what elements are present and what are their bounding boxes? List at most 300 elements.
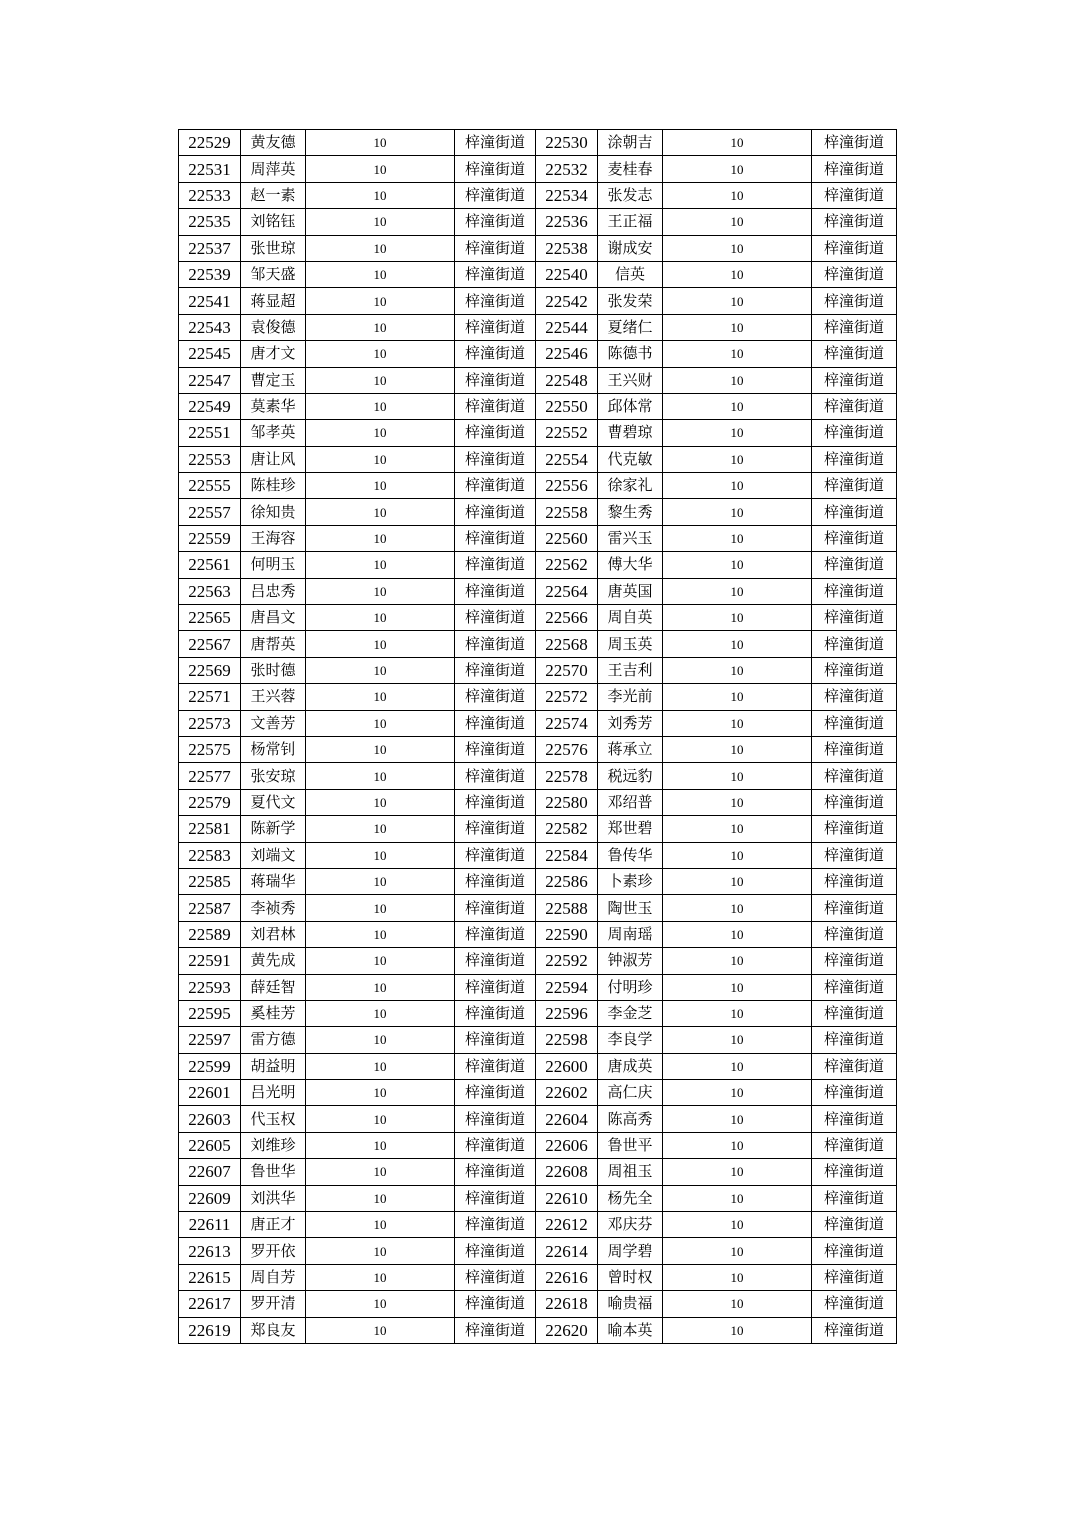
table-row <box>179 605 897 631</box>
amount-cell: 10 <box>306 314 455 340</box>
table-row <box>179 631 897 657</box>
location-cell: 梓潼街道 <box>812 341 897 367</box>
table-row <box>179 525 897 551</box>
name-cell: 高仁庆 <box>598 1080 663 1106</box>
location-cell: 梓潼街道 <box>812 1238 897 1264</box>
amount-cell: 10 <box>663 420 812 446</box>
table-row <box>179 1185 897 1211</box>
name-cell: 周自芳 <box>241 1264 306 1290</box>
table-row <box>179 842 897 868</box>
name-cell: 周自英 <box>598 605 663 631</box>
table-row <box>179 1264 897 1290</box>
amount-cell: 10 <box>306 288 455 314</box>
table-row <box>179 209 897 235</box>
record-id-cell: 22543 <box>179 314 241 340</box>
name-cell: 唐让风 <box>241 446 306 472</box>
name-cell: 奚桂芳 <box>241 1000 306 1026</box>
amount-cell: 10 <box>306 182 455 208</box>
record-id-cell: 22616 <box>536 1264 598 1290</box>
table-row <box>179 156 897 182</box>
name-cell: 邹孝英 <box>241 420 306 446</box>
name-cell: 鲁世平 <box>598 1132 663 1158</box>
amount-cell: 10 <box>663 816 812 842</box>
name-cell: 郑良友 <box>241 1317 306 1343</box>
record-id-cell: 22571 <box>179 684 241 710</box>
location-cell: 梓潼街道 <box>812 1000 897 1026</box>
location-cell: 梓潼街道 <box>455 288 536 314</box>
record-id-cell: 22618 <box>536 1291 598 1317</box>
table-row <box>179 657 897 683</box>
record-id-cell: 22573 <box>179 710 241 736</box>
amount-cell: 10 <box>306 1106 455 1132</box>
location-cell: 梓潼街道 <box>812 631 897 657</box>
name-cell: 刘秀芳 <box>598 710 663 736</box>
table-row <box>179 130 897 156</box>
table-row <box>179 341 897 367</box>
amount-cell: 10 <box>306 499 455 525</box>
name-cell: 陈德书 <box>598 341 663 367</box>
table-row <box>179 921 897 947</box>
location-cell: 梓潼街道 <box>455 1080 536 1106</box>
record-id-cell: 22615 <box>179 1264 241 1290</box>
amount-cell: 10 <box>306 736 455 762</box>
table-row <box>179 710 897 736</box>
amount-cell: 10 <box>663 130 812 156</box>
location-cell: 梓潼街道 <box>455 868 536 894</box>
name-cell: 陈桂珍 <box>241 473 306 499</box>
amount-cell: 10 <box>306 1159 455 1185</box>
location-cell: 梓潼街道 <box>812 1212 897 1238</box>
location-cell: 梓潼街道 <box>812 1132 897 1158</box>
name-cell: 喻贵福 <box>598 1291 663 1317</box>
record-id-cell: 22554 <box>536 446 598 472</box>
record-id-cell: 22553 <box>179 446 241 472</box>
name-cell: 黄友德 <box>241 130 306 156</box>
name-cell: 吕忠秀 <box>241 578 306 604</box>
amount-cell: 10 <box>663 763 812 789</box>
location-cell: 梓潼街道 <box>455 631 536 657</box>
location-cell: 梓潼街道 <box>455 974 536 1000</box>
name-cell: 张世琼 <box>241 235 306 261</box>
location-cell: 梓潼街道 <box>812 974 897 1000</box>
name-cell: 曹定玉 <box>241 367 306 393</box>
location-cell: 梓潼街道 <box>455 1106 536 1132</box>
location-cell: 梓潼街道 <box>455 235 536 261</box>
amount-cell: 10 <box>663 631 812 657</box>
table-row <box>179 816 897 842</box>
location-cell: 梓潼街道 <box>455 473 536 499</box>
amount-cell: 10 <box>663 1080 812 1106</box>
table-row <box>179 789 897 815</box>
amount-cell: 10 <box>663 974 812 1000</box>
record-id-cell: 22566 <box>536 605 598 631</box>
location-cell: 梓潼街道 <box>812 1053 897 1079</box>
name-cell: 杨常钊 <box>241 736 306 762</box>
location-cell: 梓潼街道 <box>812 842 897 868</box>
name-cell: 付明珍 <box>598 974 663 1000</box>
location-cell: 梓潼街道 <box>812 499 897 525</box>
table-row <box>179 420 897 446</box>
name-cell: 税远豹 <box>598 763 663 789</box>
amount-cell: 10 <box>306 657 455 683</box>
amount-cell: 10 <box>663 1053 812 1079</box>
table-row <box>179 1027 897 1053</box>
record-id-cell: 22565 <box>179 605 241 631</box>
location-cell: 梓潼街道 <box>812 182 897 208</box>
location-cell: 梓潼街道 <box>812 552 897 578</box>
record-id-cell: 22619 <box>179 1317 241 1343</box>
location-cell: 梓潼街道 <box>812 1264 897 1290</box>
record-id-cell: 22551 <box>179 420 241 446</box>
amount-cell: 10 <box>306 631 455 657</box>
table-row <box>179 763 897 789</box>
location-cell: 梓潼街道 <box>455 393 536 419</box>
name-cell: 王海容 <box>241 525 306 551</box>
name-cell: 麦桂春 <box>598 156 663 182</box>
amount-cell: 10 <box>663 657 812 683</box>
amount-cell: 10 <box>306 1317 455 1343</box>
record-id-cell: 22558 <box>536 499 598 525</box>
name-cell: 唐帮英 <box>241 631 306 657</box>
amount-cell: 10 <box>306 1291 455 1317</box>
name-cell: 唐英国 <box>598 578 663 604</box>
amount-cell: 10 <box>306 1000 455 1026</box>
name-cell: 李良学 <box>598 1027 663 1053</box>
amount-cell: 10 <box>306 605 455 631</box>
record-id-cell: 22569 <box>179 657 241 683</box>
amount-cell: 10 <box>306 261 455 287</box>
record-id-cell: 22541 <box>179 288 241 314</box>
amount-cell: 10 <box>663 367 812 393</box>
location-cell: 梓潼街道 <box>455 789 536 815</box>
record-id-cell: 22549 <box>179 393 241 419</box>
name-cell: 喻本英 <box>598 1317 663 1343</box>
record-id-cell: 22542 <box>536 288 598 314</box>
record-id-cell: 22595 <box>179 1000 241 1026</box>
record-id-cell: 22592 <box>536 948 598 974</box>
table-row <box>179 552 897 578</box>
record-id-cell: 22572 <box>536 684 598 710</box>
table-row <box>179 895 897 921</box>
record-id-cell: 22538 <box>536 235 598 261</box>
name-cell: 唐才文 <box>241 341 306 367</box>
location-cell: 梓潼街道 <box>812 367 897 393</box>
amount-cell: 10 <box>663 341 812 367</box>
location-cell: 梓潼街道 <box>812 657 897 683</box>
record-id-cell: 22547 <box>179 367 241 393</box>
table-row <box>179 974 897 1000</box>
record-id-cell: 22606 <box>536 1132 598 1158</box>
name-cell: 傅大华 <box>598 552 663 578</box>
location-cell: 梓潼街道 <box>812 393 897 419</box>
amount-cell: 10 <box>663 1212 812 1238</box>
record-id-cell: 22560 <box>536 525 598 551</box>
amount-cell: 10 <box>306 552 455 578</box>
amount-cell: 10 <box>663 182 812 208</box>
location-cell: 梓潼街道 <box>455 1264 536 1290</box>
name-cell: 卜素珍 <box>598 868 663 894</box>
amount-cell: 10 <box>306 895 455 921</box>
table-row <box>179 473 897 499</box>
name-cell: 张发荣 <box>598 288 663 314</box>
amount-cell: 10 <box>663 842 812 868</box>
name-cell: 黎生秀 <box>598 499 663 525</box>
table-row <box>179 393 897 419</box>
record-id-cell: 22530 <box>536 130 598 156</box>
record-id-cell: 22588 <box>536 895 598 921</box>
location-cell: 梓潼街道 <box>812 948 897 974</box>
location-cell: 梓潼街道 <box>812 288 897 314</box>
amount-cell: 10 <box>663 261 812 287</box>
name-cell: 吕光明 <box>241 1080 306 1106</box>
location-cell: 梓潼街道 <box>455 420 536 446</box>
location-cell: 梓潼街道 <box>812 736 897 762</box>
amount-cell: 10 <box>663 1291 812 1317</box>
name-cell: 蒋承立 <box>598 736 663 762</box>
record-id-cell: 22540 <box>536 261 598 287</box>
name-cell: 王兴蓉 <box>241 684 306 710</box>
table-row <box>179 1212 897 1238</box>
amount-cell: 10 <box>663 1317 812 1343</box>
record-id-cell: 22579 <box>179 789 241 815</box>
amount-cell: 10 <box>663 868 812 894</box>
record-id-cell: 22576 <box>536 736 598 762</box>
location-cell: 梓潼街道 <box>455 1053 536 1079</box>
location-cell: 梓潼街道 <box>812 235 897 261</box>
name-cell: 蒋显超 <box>241 288 306 314</box>
location-cell: 梓潼街道 <box>455 816 536 842</box>
name-cell: 王吉利 <box>598 657 663 683</box>
record-id-cell: 22575 <box>179 736 241 762</box>
record-id-cell: 22591 <box>179 948 241 974</box>
location-cell: 梓潼街道 <box>455 209 536 235</box>
location-cell: 梓潼街道 <box>455 1212 536 1238</box>
roster-table <box>178 129 897 1344</box>
amount-cell: 10 <box>663 314 812 340</box>
amount-cell: 10 <box>306 974 455 1000</box>
record-id-cell: 22546 <box>536 341 598 367</box>
name-cell: 鲁世华 <box>241 1159 306 1185</box>
table-row <box>179 1159 897 1185</box>
name-cell: 雷兴玉 <box>598 525 663 551</box>
amount-cell: 10 <box>306 393 455 419</box>
name-cell: 邓绍普 <box>598 789 663 815</box>
name-cell: 徐知贵 <box>241 499 306 525</box>
record-id-cell: 22561 <box>179 552 241 578</box>
amount-cell: 10 <box>663 1264 812 1290</box>
amount-cell: 10 <box>663 288 812 314</box>
location-cell: 梓潼街道 <box>455 1000 536 1026</box>
record-id-cell: 22563 <box>179 578 241 604</box>
name-cell: 邓庆芬 <box>598 1212 663 1238</box>
table-row <box>179 446 897 472</box>
amount-cell: 10 <box>306 1027 455 1053</box>
name-cell: 张安琼 <box>241 763 306 789</box>
record-id-cell: 22609 <box>179 1185 241 1211</box>
location-cell: 梓潼街道 <box>455 182 536 208</box>
amount-cell: 10 <box>663 552 812 578</box>
table-row <box>179 314 897 340</box>
amount-cell: 10 <box>663 789 812 815</box>
amount-cell: 10 <box>663 235 812 261</box>
table-row <box>179 499 897 525</box>
location-cell: 梓潼街道 <box>455 921 536 947</box>
record-id-cell: 22550 <box>536 393 598 419</box>
location-cell: 梓潼街道 <box>455 1291 536 1317</box>
name-cell: 唐成英 <box>598 1053 663 1079</box>
table-row <box>179 182 897 208</box>
location-cell: 梓潼街道 <box>455 446 536 472</box>
location-cell: 梓潼街道 <box>455 1027 536 1053</box>
amount-cell: 10 <box>306 1238 455 1264</box>
name-cell: 周学碧 <box>598 1238 663 1264</box>
location-cell: 梓潼街道 <box>455 657 536 683</box>
location-cell: 梓潼街道 <box>812 684 897 710</box>
amount-cell: 10 <box>306 209 455 235</box>
record-id-cell: 22533 <box>179 182 241 208</box>
name-cell: 王兴财 <box>598 367 663 393</box>
amount-cell: 10 <box>663 209 812 235</box>
record-id-cell: 22578 <box>536 763 598 789</box>
location-cell: 梓潼街道 <box>455 261 536 287</box>
name-cell: 周南瑶 <box>598 921 663 947</box>
amount-cell: 10 <box>306 156 455 182</box>
record-id-cell: 22539 <box>179 261 241 287</box>
amount-cell: 10 <box>306 341 455 367</box>
name-cell: 薛廷智 <box>241 974 306 1000</box>
table-row <box>179 367 897 393</box>
location-cell: 梓潼街道 <box>812 1106 897 1132</box>
location-cell: 梓潼街道 <box>455 605 536 631</box>
amount-cell: 10 <box>306 473 455 499</box>
record-id-cell: 22589 <box>179 921 241 947</box>
amount-cell: 10 <box>306 684 455 710</box>
record-id-cell: 22537 <box>179 235 241 261</box>
amount-cell: 10 <box>306 710 455 736</box>
record-id-cell: 22593 <box>179 974 241 1000</box>
table-row <box>179 261 897 287</box>
table-row <box>179 1291 897 1317</box>
location-cell: 梓潼街道 <box>455 367 536 393</box>
name-cell: 邹天盛 <box>241 261 306 287</box>
amount-cell: 10 <box>306 948 455 974</box>
amount-cell: 10 <box>306 130 455 156</box>
name-cell: 李金芝 <box>598 1000 663 1026</box>
name-cell: 莫素华 <box>241 393 306 419</box>
record-id-cell: 22580 <box>536 789 598 815</box>
location-cell: 梓潼街道 <box>812 1291 897 1317</box>
name-cell: 雷方德 <box>241 1027 306 1053</box>
amount-cell: 10 <box>663 499 812 525</box>
location-cell: 梓潼街道 <box>455 525 536 551</box>
location-cell: 梓潼街道 <box>812 130 897 156</box>
amount-cell: 10 <box>663 684 812 710</box>
amount-cell: 10 <box>306 235 455 261</box>
record-id-cell: 22545 <box>179 341 241 367</box>
location-cell: 梓潼街道 <box>455 1238 536 1264</box>
record-id-cell: 22577 <box>179 763 241 789</box>
amount-cell: 10 <box>306 763 455 789</box>
amount-cell: 10 <box>306 446 455 472</box>
name-cell: 李光前 <box>598 684 663 710</box>
name-cell: 徐家礼 <box>598 473 663 499</box>
name-cell: 刘端文 <box>241 842 306 868</box>
table-row <box>179 948 897 974</box>
record-id-cell: 22608 <box>536 1159 598 1185</box>
amount-cell: 10 <box>663 1185 812 1211</box>
name-cell: 曹碧琼 <box>598 420 663 446</box>
location-cell: 梓潼街道 <box>812 1317 897 1343</box>
record-id-cell: 22556 <box>536 473 598 499</box>
location-cell: 梓潼街道 <box>812 1080 897 1106</box>
location-cell: 梓潼街道 <box>812 1027 897 1053</box>
amount-cell: 10 <box>663 736 812 762</box>
name-cell: 周玉英 <box>598 631 663 657</box>
record-id-cell: 22548 <box>536 367 598 393</box>
location-cell: 梓潼街道 <box>812 1185 897 1211</box>
record-id-cell: 22598 <box>536 1027 598 1053</box>
name-cell: 袁俊德 <box>241 314 306 340</box>
record-id-cell: 22557 <box>179 499 241 525</box>
record-id-cell: 22617 <box>179 1291 241 1317</box>
location-cell: 梓潼街道 <box>812 710 897 736</box>
record-id-cell: 22535 <box>179 209 241 235</box>
location-cell: 梓潼街道 <box>455 499 536 525</box>
location-cell: 梓潼街道 <box>455 1317 536 1343</box>
name-cell: 信英 <box>598 261 663 287</box>
location-cell: 梓潼街道 <box>812 921 897 947</box>
amount-cell: 10 <box>663 921 812 947</box>
record-id-cell: 22555 <box>179 473 241 499</box>
name-cell: 代克敏 <box>598 446 663 472</box>
record-id-cell: 22581 <box>179 816 241 842</box>
name-cell: 蒋瑞华 <box>241 868 306 894</box>
record-id-cell: 22544 <box>536 314 598 340</box>
name-cell: 罗开依 <box>241 1238 306 1264</box>
record-id-cell: 22596 <box>536 1000 598 1026</box>
record-id-cell: 22607 <box>179 1159 241 1185</box>
name-cell: 陈高秀 <box>598 1106 663 1132</box>
record-id-cell: 22562 <box>536 552 598 578</box>
location-cell: 梓潼街道 <box>812 1159 897 1185</box>
amount-cell: 10 <box>306 921 455 947</box>
name-cell: 涂朝吉 <box>598 130 663 156</box>
location-cell: 梓潼街道 <box>812 473 897 499</box>
record-id-cell: 22536 <box>536 209 598 235</box>
amount-cell: 10 <box>306 367 455 393</box>
table-row <box>179 868 897 894</box>
location-cell: 梓潼街道 <box>455 1185 536 1211</box>
record-id-cell: 22620 <box>536 1317 598 1343</box>
table-row <box>179 288 897 314</box>
table-row <box>179 235 897 261</box>
name-cell: 胡益明 <box>241 1053 306 1079</box>
name-cell: 刘洪华 <box>241 1185 306 1211</box>
name-cell: 钟淑芳 <box>598 948 663 974</box>
amount-cell: 10 <box>663 948 812 974</box>
amount-cell: 10 <box>306 1132 455 1158</box>
location-cell: 梓潼街道 <box>812 314 897 340</box>
name-cell: 何明玉 <box>241 552 306 578</box>
record-id-cell: 22594 <box>536 974 598 1000</box>
record-id-cell: 22586 <box>536 868 598 894</box>
amount-cell: 10 <box>306 420 455 446</box>
amount-cell: 10 <box>306 842 455 868</box>
record-id-cell: 22611 <box>179 1212 241 1238</box>
amount-cell: 10 <box>663 1106 812 1132</box>
record-id-cell: 22604 <box>536 1106 598 1132</box>
name-cell: 张发志 <box>598 182 663 208</box>
